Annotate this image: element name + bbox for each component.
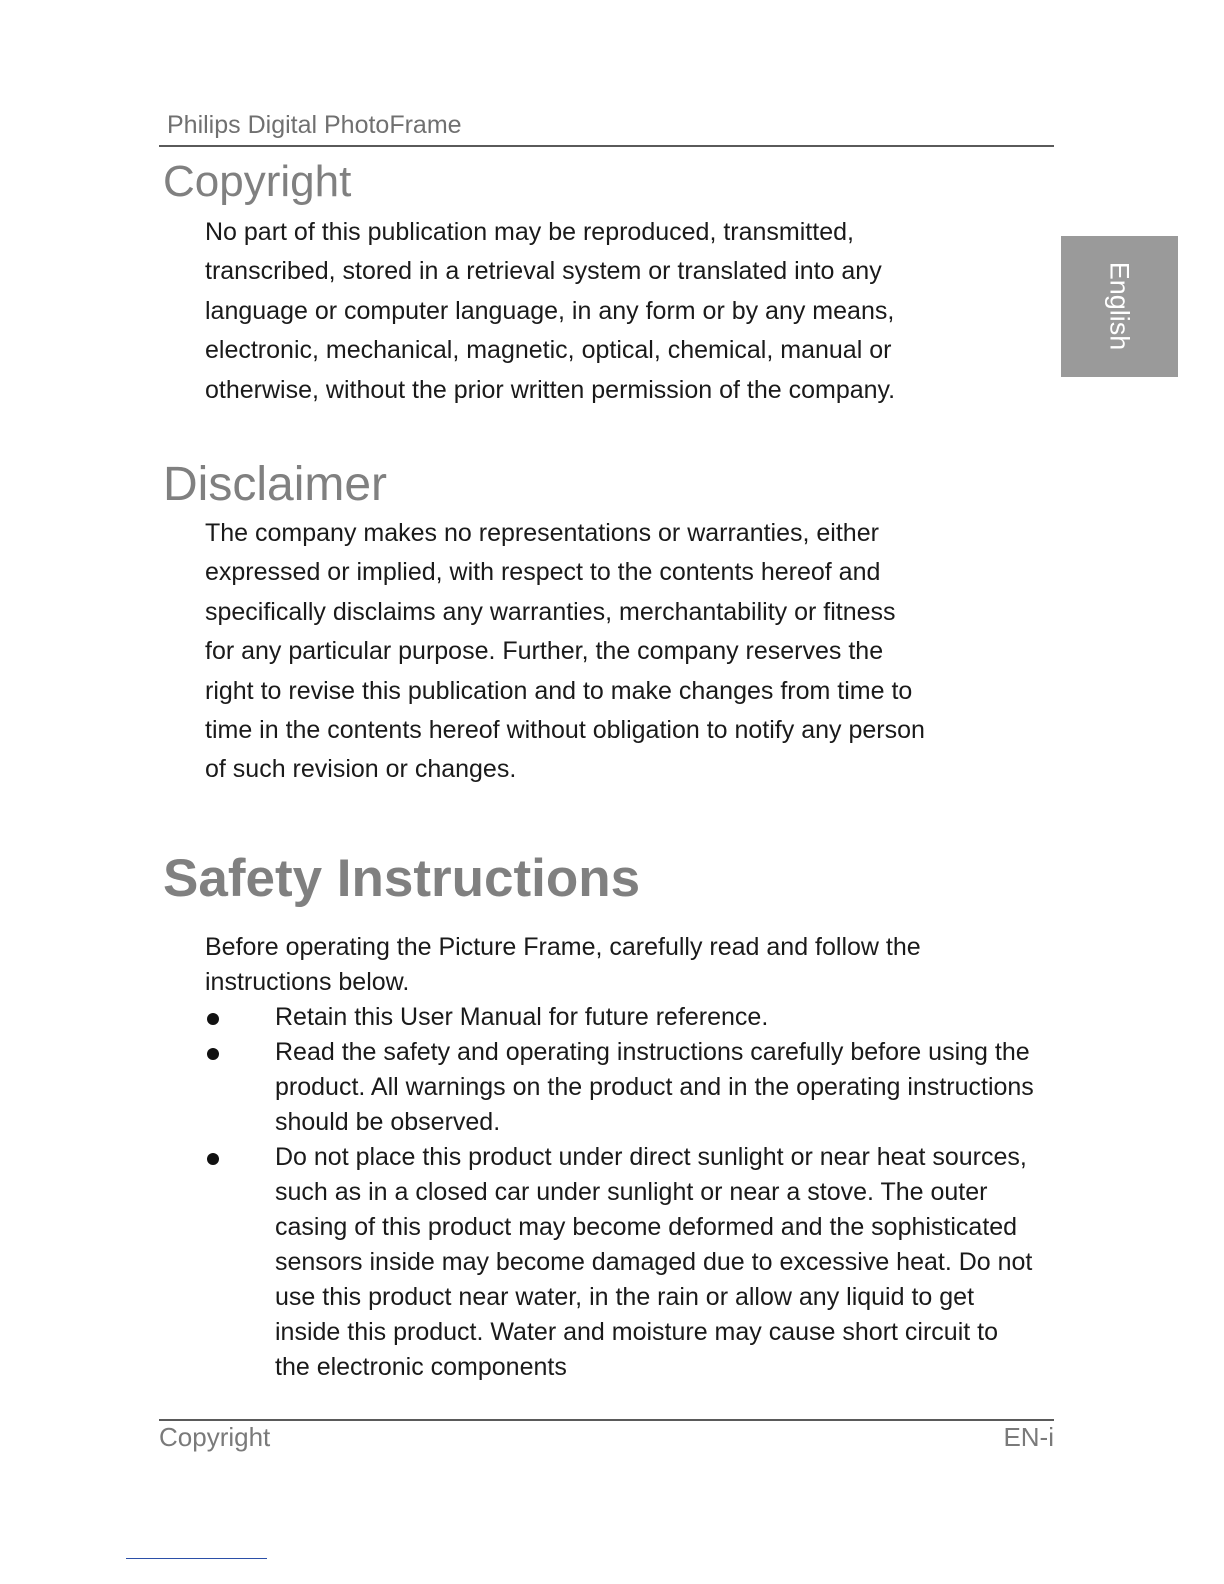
safety-list	[205, 1000, 1035, 1385]
page-number: EN-i	[1003, 1422, 1054, 1452]
disclaimer-heading: Disclaimer	[163, 458, 388, 511]
copyright-paragraph: No part of this publication may be reproduced, transmitted, transcribed, stored in a retrieval system or translated into any language or computer language, in any form or by any means, electronic, mechanical, magnetic, optical, chemical, manual or otherwise, without the prior written permission of the company.	[205, 218, 896, 404]
list-item	[205, 1035, 1035, 1140]
list-item-text: Retain this User Manual for future reference.	[275, 1003, 769, 1031]
bullet-icon	[207, 1048, 219, 1060]
list-item-text: Read the safety and operating instructions carefully before using the product. All warnings on the product and in the operating instructions should be observed.	[275, 1038, 1034, 1136]
header-rule	[159, 145, 1054, 147]
language-tab	[1061, 236, 1178, 377]
safety-heading: Safety Instructions	[163, 849, 641, 908]
bullet-icon	[207, 1153, 219, 1165]
list-item	[205, 1000, 1035, 1035]
footer-rule	[159, 1419, 1054, 1421]
language-tab-label: English	[1104, 261, 1135, 351]
copyright-heading: Copyright	[163, 157, 352, 206]
list-item-text: Do not place this product under direct sunlight or near heat sources, such as in a closed car under sunlight or near a stove. The outer casing of this product may become deformed and the sophisticated sensors inside may become damaged due to excessive heat. Do not use this product near water, in the rain or allow any liquid to get inside this product. Water and moisture may cause short circuit to the electronic components	[275, 1143, 1033, 1381]
bullet-icon	[207, 1013, 219, 1025]
disclaimer-paragraph: The company makes no representations or warranties, either expressed or implied, with respect to the contents hereof and specifically disclaims any warranties, merchantability or fitness for any particular purpose. Further, the company reserves the right to revise this publication and to make changes from time to time in the contents hereof without obligation to notify any person of such revision or changes.	[205, 519, 925, 784]
safety-intro: Before operating the Picture Frame, carefully read and follow the instructions below.	[205, 933, 921, 996]
running-header: Philips Digital PhotoFrame	[167, 111, 462, 139]
list-item	[205, 1140, 1035, 1385]
footer-section-label: Copyright	[159, 1422, 271, 1452]
footnote-rule	[126, 1558, 267, 1559]
